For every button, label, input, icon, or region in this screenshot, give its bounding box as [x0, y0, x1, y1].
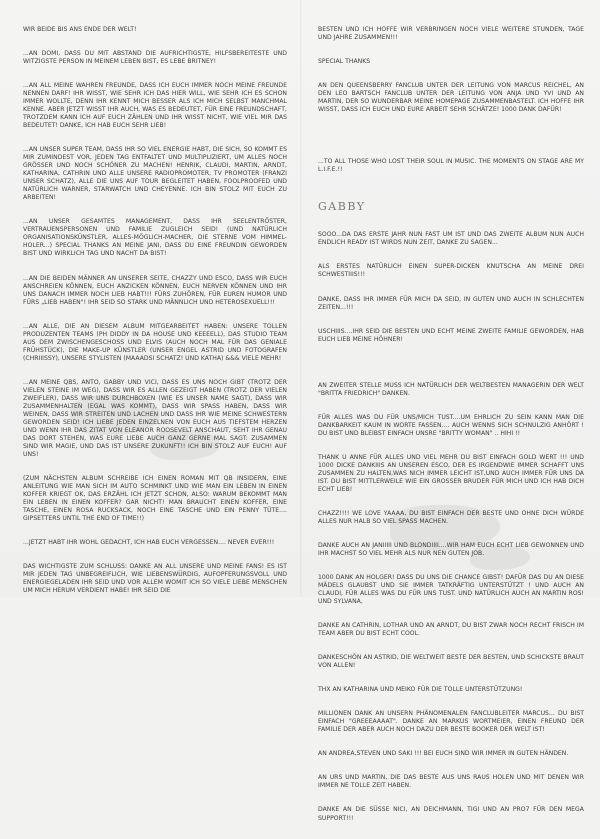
text-paragraph: DANKESCHÖN AN ASTRID, DIE WELTWEIT BESTE DER BESTEN, UND SCHICKSTE BRAUT VON ALLEN! — [318, 654, 586, 670]
text-paragraph: ...JETZT HABT IHR WOHL GEDACHT, ICH HAB EUCH VERGESSEN.... NEVER EVER!!! — [23, 539, 275, 547]
text-paragraph: ALS ERSTES NATÜRLICH EINEN SUPER-DICKEN KNUTSCHA AN MEINE DREI SCHWESTIIIS!!! — [318, 263, 586, 279]
text-paragraph: ...AN DOMI, DASS DU MIT ABSTAND DIE AUFRICHTIGSTE, HILFSBEREITESTE UND WITZIGSTE PERSON IN MEINEM LEBEN BIST, ES LEBE BRITNEY! — [23, 50, 289, 66]
text-paragraph: BESTEN UND ICH HOFFE WIR VERBRINGEN NOCH VIELE WEITERE STUNDEN, TAGE UND JAHRE ZUSAMMEN!!! — [318, 26, 586, 42]
spacer — [318, 130, 584, 142]
closing-quote: ...TO ALL THOSE WHO LOST THEIR SOUL IN MUSIC. THE MOMENTS ON STAGE ARE MY L.I.F.E.!! — [318, 158, 586, 174]
text-paragraph: (ZUM NÄCHSTEN ALBUM SCHREIBE ICH EINEN ROMAN MIT QB INSIDERN, EINE ANLEITUNG WIE MAN SICH IM AUTO SCHMINKT UND WIE MAN EIN LEBEN IN EINEN KOFFER KRIEGT OK, DAS ERZÄHL ICH JETZT SCHON, ALSO: WARUM BEKOMMT MAN EIN LEBEN IN EINEN KOFFER? GAR NICHT! MAN BRAUCHT EINEN KOFFER, EINE TASCHE, EINEN ROSA RUCKSACK, NOCH EINE TASCHE UND EIN PENNY TÜTE.... GIPSETTERS UNTIL THE END OF TIME!!) — [23, 474, 289, 522]
text-paragraph: ...AN DIE BEIDEN MÄNNER AN UNSERER SEITE, CHAZZY UND ESCO, DASS WIR EUCH ANSCHREIEN KÖNNEN, EUCH ANZICKEN KÖNNEN, EUCH NERVEN KÖNNEN UND IHR UNS DANACH IMMER NOCH LIEB HABT!!! FÜRS ZUHÖREN, FÜR EUREN HUMOR UND FÜRS „LIEB HABEN"! IHR SEID SO STARK UND MÄNNLICH UND HETEROSEXUELL!!! — [23, 274, 289, 306]
text-paragraph: WIR BEIDE BIS ANS ENDE DER WELT! — [23, 26, 137, 34]
text-paragraph: 1000 DANK AN HOLGER! DASS DU UNS DIE CHANCE GIBST! DAFÜR DAS DU AN DIESE MÄDELS GLAUBST UND SIE IMMER TATKRÄFTIG UNTERSTÜTZT ! UND AUCH AN CLAUDI, FÜR ALLES WAS DU FÜR UNS TUST. UND NATÜRLICH AUCH AN MARTIN ROS! UND SYLVANA, — [318, 574, 586, 606]
right-text-column — [318, 10, 584, 839]
special-thanks-heading: SPECIAL THANKS — [318, 58, 371, 66]
text-paragraph: ...AN ALLE, DIE AN DIESEM ALBUM MITGEARBEITET HABEN: UNSERE TOLLEN PRODUZENTEN TEAMS (PH DIDDY IN DA HOUSE UND KEEEELL), DAS STUDIO TEAM AUS DEM ZWISCHENGESCHOSS UND ELVIS (AUCH NOCH MAL FÜR DAS GENIALE FRÜHSTÜCK), DIE MAKE-UP KÜNSTLER (UNSER ENGEL ASTRID UND FOTOGRAFEN (CHRIIISSY), UNSERE STYLISTEN (MAAADSI SCHATZ! UND KATHA) &&& VIELE MEHR! — [23, 322, 289, 362]
text-paragraph: DANKE AN CATHRIN, LOTHAR UND AN ARNDT, DU BIST ZWAR NOCH RECHT FRISCH IM TEAM ABER DU BIST ECHT COOL. — [318, 622, 586, 638]
text-paragraph: MILLIONEN DANK AN UNSERN PHÄNOMENALEN FANCLUBLEITER MARCUS... DU BIST EINFACH "GREEEAAAAT". DANKE AN MARKUS WORTMEIER, EINEN FREUND DER FAMILIE DER ABER AUCH NOCH DAZU DER BESTE BOOKER DER WELT IST! — [318, 710, 586, 734]
text-paragraph: DANKE AN DIE SÜSSE NICI, AN DEICHMANN, TIGI UND AN PRO7 FÜR DEN MEGA SUPPORT!!! — [318, 806, 586, 822]
text-paragraph: AN URS UND MARTIN, DIE DAS BESTE AUS UNS RAUS HOLEN UND MIT DENEN WIR IMMER NE TOLLE ZEIT HABEN. — [318, 774, 586, 790]
text-paragraph: DANKE, DASS IHR IMMER FÜR MICH DA SEID, IN GUTEN UND AUCH IN SCHLECHTEN ZEITEN...!!! — [318, 295, 586, 311]
text-paragraph: THANK U ANNE FÜR ALLES UND VIEL MEHR DU BIST EINFACH GOLD WERT !!! UND 1000 DICKE DANKIIIS AN UNSEREN ESCO, DER ES IRGENDWIE IMMER SCHAFFT UNS ZUSAMMEN ZU HALTEN,WAS NICH IMMER LEICHT IST,UND AUCH IMMER FÜR UNS DA IST. DU BIST MITTLERWEILE WIE EIN GROSSER BRUDER FÜR MICH UND ICH HAB DICH ECHT LIEB! — [318, 453, 586, 493]
left-text-column — [23, 10, 287, 611]
text-paragraph: AN DEN QUEENSBERRY FANCLUB UNTER DER LEITUNG VON MARCUS REICHEL, AN DEN LEO BARTSCH FANCLUB UNTER DER LEITUNG VON ANJA UND YVI UND AN MARTIN, DER SO WUNDERBAR MEINE HOMEPAGE ZUSAMMENBASTELT. ICH HOFFE IHR WISST, DASS ICH EUCH UND EURE ARBEIT SEHR SCHÄTZE! 1000 DANK DAFÜR! — [318, 82, 586, 114]
gabby-section-heading: GABBY — [318, 200, 366, 214]
text-paragraph: DAS WICHTIGSTE ZUM SCHLUSS: DANKE AN ALL UNSERE UND MEINE FANS! ES IST MIR JEDEN TAG UNBEGREIFLICH, WIE LIEBENSWÜRDIG, AUFOPFERUNGSVOLL UND ENERGIEGELADEN IHR SEID UND VOR ALLEM WOMIT ICH SO VIELE LIEBE MENSCHEN UM MICH HERUM VERDIENT HABE! IHR SEID DIE — [23, 563, 289, 595]
text-paragraph: ...AN UNSER GESAMTES MANAGEMENT, DASS IHR SEELENTRÖSTER, VERTRAUENSPERSONEN UND FAMILIE ZUGLEICH SEID! (UND NATÜRLICH ORGANISATIONSKÜNSTLER, ALLES-MÖGLICH-MACHER, DIE STERNE VOM HIMMEL-HOLER...) SPECIAL THANKS AN MEINE JANI, DASS DU EINE FREUNDIN GEWORDEN BIST UND WIRKLICH TAG UND NACHT DA BIST! — [23, 218, 289, 258]
text-paragraph: AN ANDREA,STEVEN UND SAKI !!! BEI EUCH SIND WIR IMMER IN GUTEN HÄNDEN. — [318, 750, 569, 758]
text-paragraph: ...AN MEINE QBS, ANTO, GABBY UND VICI, DASS ES UNS NOCH GIBT (TROTZ DER VIELEN STEINE IM WEG), DASS WIR ES ALLEN GEZEIGT HABEN (TROTZ DER VIELEN ZWEIFLER), DASS WIR UNS DURCHBOXEN (WIE ES UNSER NAME SAGT), DASS WIR ZUSAMMENHALTEN (EGAL WAS KOMMT), DASS WIR SPASS HABEN, DASS WIR WEINEN, DASS WIR STREITEN UND LACHEN UND DASS IHR WIE MEINE SCHWESTERN GEWORDEN SEID! ICH LIEBE JEDEN EINZELNEN VON EUCH AUS TIEFSTEM HERZEN UND WENN IHR DAS ZITAT VON ELEANOR ROOSEVELT ANSCHAUT, SEHT IHR GENAU DAS DORT STEHEN, WAS EURE LIEBE AUCH GANZ GERNE MAL SAGT: ZUSAMMEN SIND WIR MAGIE, UND DAS IST UNSERE ZUKUNFT!! ICH BIN STOLZ AUF EUCH! AUF UNS! — [23, 378, 289, 458]
text-paragraph: CHAZZ!!!! WE LOVE YAAAA, DU BIST EINFACH DER BESTE UND OHNE DICH WÜRDE ALLES NUR HALB SO VIEL SPASS MACHEN. — [318, 509, 586, 525]
text-paragraph: DANKE AUCH AN JANIIIII UND BLONDIIII....WIR HAM EUCH ECHT LIEB GEWONNEN UND IHR MACHST SO VIEL MEHR ALS NUR NEN GUTEN JOB. — [318, 541, 586, 557]
text-paragraph: ...AN ALL MEINE WAHREN FREUNDE, DASS ICH EUCH IMMER NOCH MEINE FREUNDE NENNEN DARF! IHR WISST, WIE SEHR ICH DAS HIER WILL, WIE SEHR ICH ES SCHON IMMER WOLLTE, DENN IHR KENNT MICH BESSER ALS ICH MICH SELBST MANCHMAL KENNE. ABER JETZT WISST IHR AUCH, WAS ES BEDEUTET, FÜR EINE FREUNDSCHAFT, TROTZDEM KANN ICH AUF EUCH ZÄHLEN UND IHR WISST NICHT, WIE VIEL MIR DAS BEDEUTET! DANKE, ICH HAB EUCH SEHR LIEB! — [23, 82, 289, 130]
text-paragraph: AN ZWEITER STELLE MUSS ICH NATÜRLICH DER WELTBESTEN MANAGERIN DER WELT "BRITTA FRIEDRICH" DANKEN. — [318, 381, 586, 397]
text-paragraph: USCHIIIS....IHR SEID DIE BESTEN UND ECHT MEINE ZWEITE FAMILIE GEWORDEN, HAB EUCH LIEB MEINE HÖHNER! — [318, 327, 586, 343]
text-paragraph: THX AN KATHARINA UND MEIKO FÜR DIE TOLLE UNTERSTÜTZUNG! — [318, 686, 523, 694]
spacer — [318, 360, 584, 366]
text-paragraph: ...AN UNSER SUPER TEAM, DASS IHR SO VIEL ENERGIE HABT, DIE SICH, SO KOMMT ES MIR ZUMINDEST VOR, JEDEN TAG ENTFALTET UND MULTIPLIZIERT, UM ALLES NOCH GRÖSSER UND NOCH SCHÖNER ZU MACHEN! HENRIK, CLAUDI, MARTIN, ARNDT, KATHARINA, CATHRIN UND ALLE UNSERE RADIOPROMOTER, TV PROMOTER (FRANZI UNSER SCHATZ), ALLE DIE UNS AUF TOUR BEGLEITET HABEN, FOOLPROOFED UND NATÜRLICH WARNER, STARWATCH UND CHEYENNE. ICH BIN STOLZ MIT EUCH ZU ARBEITEN! — [23, 146, 289, 202]
text-paragraph: SOOO...DA DAS ERSTE JAHR NUN FAST UM IST UND DAS ZWEITE ALBUM NUN AUCH ENDLICH READY IST WIRDS NUN ZEIT, DANKE ZU SAGEN... — [318, 231, 586, 247]
text-paragraph: FÜR ALLES WAS DU FÜR UNS/MICH TUST....UM EHRLICH ZU SEIN KANN MAN DIE DANKBARKEIT KAUM IN WORTE FASSEN.... AUCH WENNS SICH SCHNULZIG ANHÖRT ! DU BIST UND BLEIBST EINFACH UNSRE "BRITTY WOMAN" .. HIHI !! — [318, 413, 586, 437]
